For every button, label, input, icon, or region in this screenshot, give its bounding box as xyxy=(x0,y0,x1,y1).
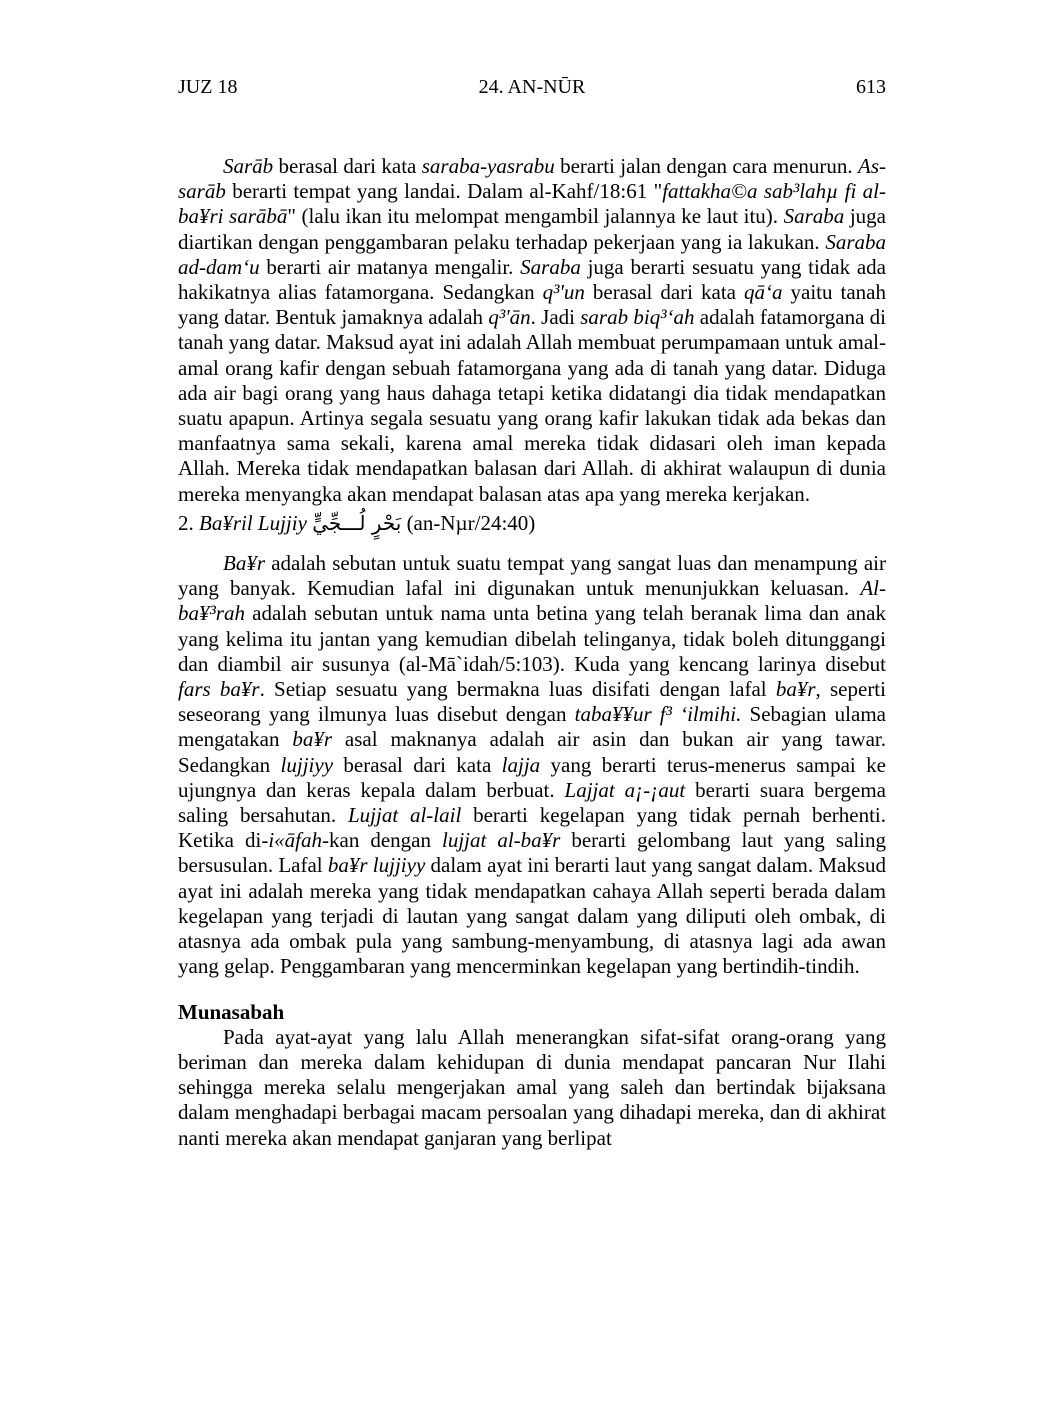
text-run: berasal dari kata xyxy=(333,752,502,777)
italic-term: Lajjat a¡-¡aut xyxy=(564,777,686,802)
text-run: yaitu tanah yang datar. Bentuk jamaknya adalah xyxy=(178,280,886,330)
text-run: " (lalu ikan itu melompat mengambil jalannya ke laut itu). xyxy=(287,204,784,229)
text-run: adalah sebutan untuk suatu tempat yang sangat luas dan menampung air yang banyak. Kemudian lafal ini digunakan untuk menunjukkan keluasan. xyxy=(178,551,886,601)
italic-term: lujjiyy xyxy=(280,752,334,777)
text-run: berarti air matanya mengalir. xyxy=(259,254,521,279)
italic-term: sarab biq³‘ah xyxy=(580,305,695,330)
text-run: berarti gelombang laut yang saling bersusulan. Lafal xyxy=(178,828,886,878)
italic-term: Ba¥r xyxy=(223,551,265,576)
italic-term: ba¥r lujjiyy xyxy=(327,853,426,878)
text-run: berarti tempat yang landai. Dalam al-Kahf/18:61 " xyxy=(225,179,663,204)
italic-term: Lujjat al-lail xyxy=(347,803,462,828)
text-run: berasal dari kata xyxy=(273,154,422,178)
vocab-item-2 xyxy=(178,511,886,536)
text-run: juga berarti sesuatu yang tidak ada hakikatnya alias fatamorgana. Sedangkan xyxy=(178,254,886,305)
italic-term: q³'un xyxy=(542,280,585,305)
text-run: adalah fatamorgana di tanah yang datar. Maksud ayat ini adalah Allah membuat perumpamaan untuk amal-amal orang kafir dengan sebuah fatamorgana yang ada di tanah yang datar. Diduga ada air bagi orang yang haus dahaga tetapi ketika didatangi dia tidak mendapatkan suatu apapun. Artinya segala sesuatu yang orang kafir lakukan tidak ada bekas dan manfaatnya sama sekali, karena amal mereka tidak didasari oleh iman kepada Allah. Mereka tidak mendapatkan balasan dari Allah. di akhirat walaupun di dunia mereka menyangka akan mendapat balasan atas apa yang mereka kerjakan. xyxy=(178,305,887,506)
italic-term: saraba-yasrabu xyxy=(421,154,555,178)
text-run: berarti kegelapan yang tidak pernah berhenti. Ketika di- xyxy=(178,803,887,853)
italic-term: taba¥¥ur f³ ‘ilmihi. xyxy=(574,702,742,727)
item-number: 2. xyxy=(178,510,199,535)
italic-term: fattakha©a sab³lahµ fi al-ba¥ri sarābā xyxy=(178,179,887,229)
text-run: . Setiap sesuatu yang bermakna luas disifati dengan lafal xyxy=(259,677,776,702)
italic-term: Sarāb xyxy=(223,154,274,178)
paragraph-bahr xyxy=(178,551,886,979)
juz-label: JUZ 18 xyxy=(178,76,238,98)
text-run: yang berarti terus-menerus sampai ke ujungnya dan keras kepala dalam berbuat. xyxy=(178,752,886,802)
page-number: 613 xyxy=(856,76,886,98)
text-run: , seperti seseorang yang ilmunya luas disebut dengan xyxy=(178,677,886,727)
italic-term: lujjat al-ba¥r xyxy=(441,828,561,853)
surah-title: 24. AN-NŪR xyxy=(478,76,586,98)
italic-term: fars ba¥r xyxy=(178,677,260,702)
running-header xyxy=(178,76,886,104)
italic-term: Saraba ad-dam‘u xyxy=(178,229,886,279)
item-term: Ba¥ril Lujjiy xyxy=(199,510,307,535)
italic-term: ba¥r xyxy=(775,677,816,702)
text-run: berarti jalan dengan cara menurun. xyxy=(554,154,858,178)
italic-term: As-sarāb xyxy=(178,154,886,204)
text-run: -kan dengan xyxy=(322,828,442,853)
italic-term: lajja xyxy=(501,752,541,777)
italic-term: qā‘a xyxy=(744,280,783,305)
text-run: . Jadi xyxy=(530,305,581,330)
item-reference: (an-Nµr/24:40) xyxy=(406,510,536,535)
italic-term: Saraba xyxy=(520,254,581,279)
italic-term: Saraba xyxy=(783,204,845,229)
italic-term: ba¥r xyxy=(292,727,333,752)
text-run: juga diartikan dengan penggambaran pelaku terhadap pekerjaan yang ia lakukan. xyxy=(178,204,886,254)
text-run: Sebagian ulama mengatakan xyxy=(178,702,886,752)
italic-term: q³'ān xyxy=(488,305,531,330)
page xyxy=(178,76,886,1151)
section-heading-munasabah: Munasabah xyxy=(178,999,285,1024)
text-run: dalam ayat ini berarti laut yang sangat dalam. Maksud ayat ini adalah mereka yang tidak mendapatkan cahaya Allah seperti berada dalam kegelapan yang terjadi di lautan yang sangat dalam yang diliputi oleh ombak, di atasnya ada ombak pula yang sambung-menyambung, di atasnya lagi ada awan yang gelap. Penggambaran yang mencerminkan kegelapan yang bertindih-tindih. xyxy=(178,853,886,979)
italic-term: i«āfah xyxy=(268,828,322,853)
text-run: berarti suara bergema saling bersahutan. xyxy=(178,777,886,828)
text-run: asal maknanya adalah air asin dan bukan air yang tawar. Sedangkan xyxy=(178,727,886,777)
paragraph-munasabah: Pada ayat-ayat yang lalu Allah menerangkan sifat-sifat orang-orang yang beriman dan mereka dalam kehidupan di dunia mendapat pancaran Nur Ilahi sehingga mereka selalu mengerjakan amal yang saleh dan bertindak bijaksana dalam menghadapi berbagai macam persoalan yang dihadapi mereka, dan di akhirat nanti mereka akan mendapat ganjaran yang berlipat xyxy=(178,1024,886,1150)
page-body xyxy=(178,154,886,1151)
text-run: adalah sebutan untuk nama unta betina yang telah beranak lima dan anak yang kelima itu jantan yang kemudian dibelah telinganya, tidak boleh ditunggangi dan diambil air susunya (al-Mā`idah/5:103). Kuda yang kencang larinya disebut xyxy=(178,601,886,676)
text-run: berasal dari kata xyxy=(584,280,745,305)
italic-term: Al-ba¥³rah xyxy=(178,576,886,626)
paragraph-sarab xyxy=(178,154,886,507)
arabic-text: بَحْرٍ لُـــجِّيٍّ xyxy=(312,510,402,535)
